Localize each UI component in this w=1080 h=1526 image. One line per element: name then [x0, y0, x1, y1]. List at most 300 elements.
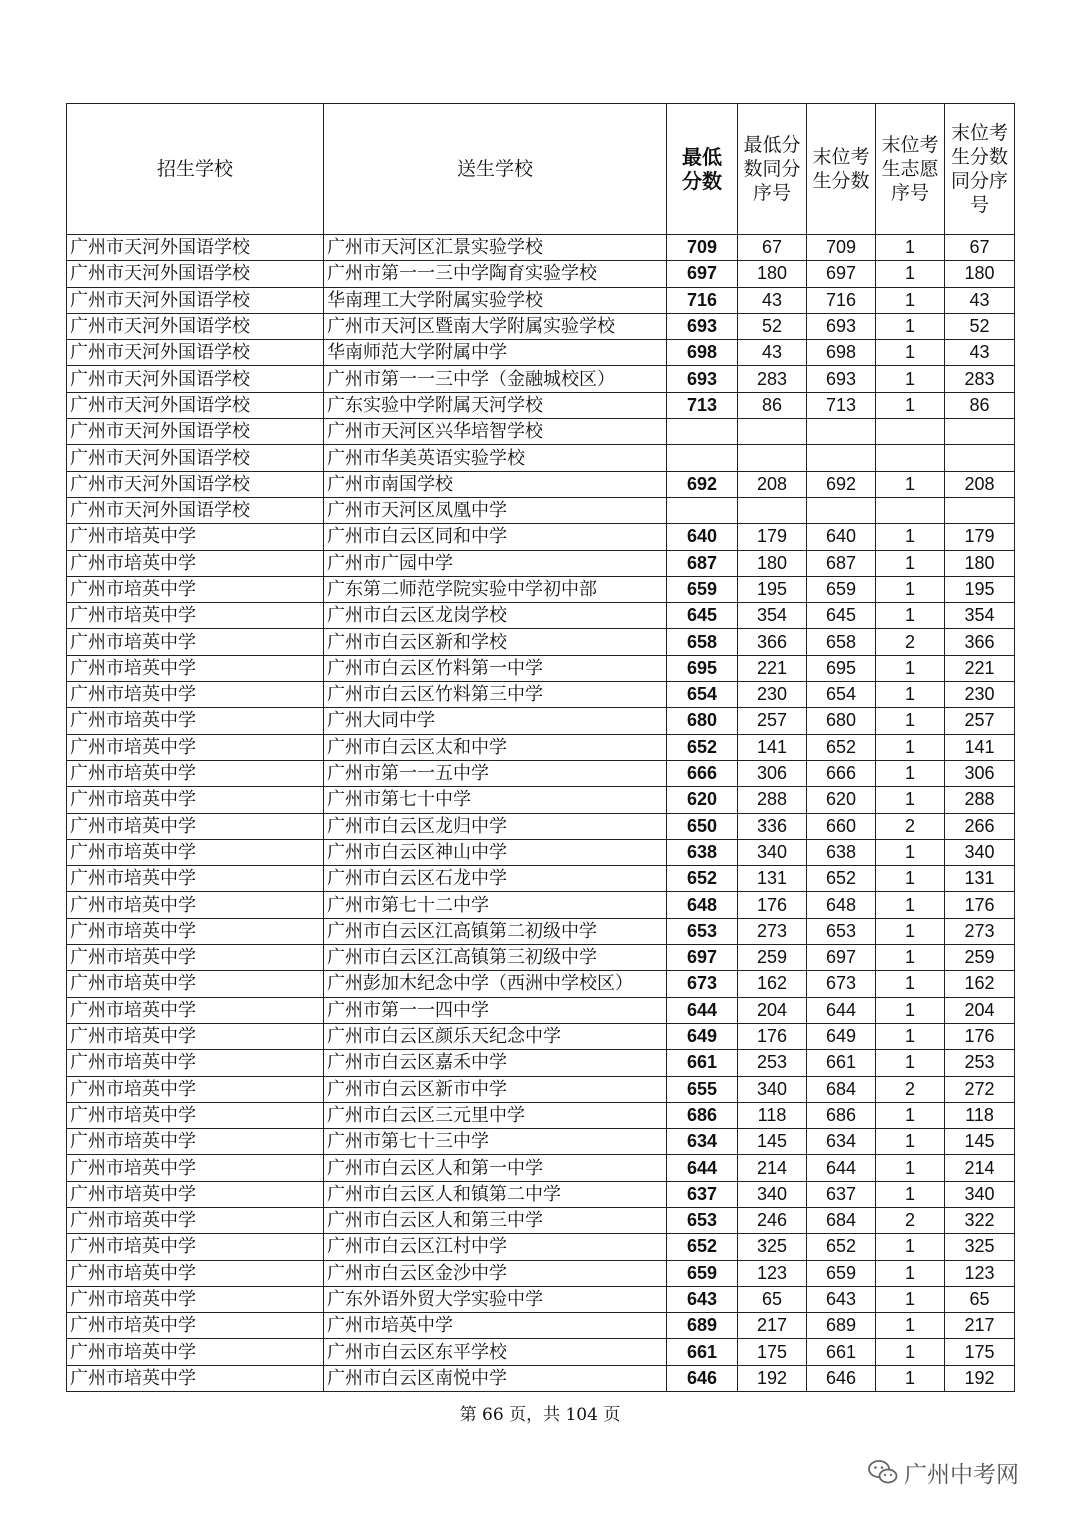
- admitting-school-cell: 广州市培英中学: [67, 1050, 324, 1076]
- last-choice-rank-cell: 1: [876, 1234, 945, 1260]
- table-row: [67, 287, 1015, 313]
- last-score-cell: 680: [807, 708, 876, 734]
- last-choice-rank-cell: 1: [876, 340, 945, 366]
- last-tie-rank-cell: 180: [945, 261, 1015, 287]
- sending-school-cell: 华南师范大学附属中学: [324, 340, 667, 366]
- min-score-cell: 680: [667, 708, 738, 734]
- sending-school-cell: 广州市白云区竹料第一中学: [324, 655, 667, 681]
- last-tie-rank-cell: 340: [945, 839, 1015, 865]
- min-score-tie-rank-cell: 180: [738, 550, 807, 576]
- admitting-school-cell: 广州市培英中学: [67, 682, 324, 708]
- sending-school-cell: 广州市白云区竹料第三中学: [324, 682, 667, 708]
- last-choice-rank-cell: [876, 419, 945, 445]
- table-row: [67, 497, 1015, 523]
- last-score-cell: 697: [807, 261, 876, 287]
- admitting-school-cell: 广州市培英中学: [67, 839, 324, 865]
- min-score-cell: 652: [667, 734, 738, 760]
- table-row: [67, 1313, 1015, 1339]
- last-tie-rank-cell: 204: [945, 997, 1015, 1023]
- last-score-cell: 673: [807, 971, 876, 997]
- last-score-cell: 684: [807, 1207, 876, 1233]
- admitting-school-cell: 广州市培英中学: [67, 1286, 324, 1312]
- min-score-cell: 697: [667, 261, 738, 287]
- last-tie-rank-cell: [945, 445, 1015, 471]
- last-score-cell: 666: [807, 760, 876, 786]
- header-last-tie-rank: 末位考生分数同分序号: [945, 104, 1015, 235]
- min-score-cell: 659: [667, 576, 738, 602]
- sending-school-cell: 广州市白云区人和第一中学: [324, 1155, 667, 1181]
- min-score-tie-rank-cell: 273: [738, 918, 807, 944]
- min-score-tie-rank-cell: 192: [738, 1365, 807, 1391]
- sending-school-cell: 广州市白云区新和学校: [324, 629, 667, 655]
- min-score-tie-rank-cell: 259: [738, 945, 807, 971]
- min-score-tie-rank-cell: [738, 445, 807, 471]
- last-score-cell: 643: [807, 1286, 876, 1312]
- last-choice-rank-cell: 1: [876, 576, 945, 602]
- table-row: [67, 1050, 1015, 1076]
- admitting-school-cell: 广州市培英中学: [67, 760, 324, 786]
- admitting-school-cell: 广州市培英中学: [67, 1365, 324, 1391]
- last-choice-rank-cell: 1: [876, 1050, 945, 1076]
- last-score-cell: 689: [807, 1313, 876, 1339]
- last-choice-rank-cell: 2: [876, 629, 945, 655]
- last-tie-rank-cell: [945, 497, 1015, 523]
- sending-school-cell: 广州市白云区江高镇第三初级中学: [324, 945, 667, 971]
- last-choice-rank-cell: 1: [876, 682, 945, 708]
- last-score-cell: 661: [807, 1339, 876, 1365]
- min-score-cell: 640: [667, 524, 738, 550]
- last-score-cell: 687: [807, 550, 876, 576]
- table-row: [67, 787, 1015, 813]
- min-score-cell: 620: [667, 787, 738, 813]
- min-score-tie-rank-cell: 340: [738, 1181, 807, 1207]
- last-tie-rank-cell: 325: [945, 1234, 1015, 1260]
- admitting-school-cell: 广州市培英中学: [67, 1155, 324, 1181]
- sending-school-cell: 广东第二师范学院实验中学初中部: [324, 576, 667, 602]
- sending-school-cell: 广州市白云区人和镇第二中学: [324, 1181, 667, 1207]
- table-row: [67, 392, 1015, 418]
- min-score-tie-rank-cell: 176: [738, 892, 807, 918]
- last-tie-rank-cell: 65: [945, 1286, 1015, 1312]
- admitting-school-cell: 广州市培英中学: [67, 813, 324, 839]
- table-row: [67, 1207, 1015, 1233]
- min-score-cell: 637: [667, 1181, 738, 1207]
- min-score-cell: 695: [667, 655, 738, 681]
- sending-school-cell: 广州市白云区金沙中学: [324, 1260, 667, 1286]
- admitting-school-cell: 广州市培英中学: [67, 1129, 324, 1155]
- last-score-cell: 659: [807, 1260, 876, 1286]
- min-score-tie-rank-cell: 288: [738, 787, 807, 813]
- table-row: [67, 1260, 1015, 1286]
- table-row: [67, 629, 1015, 655]
- min-score-cell: 693: [667, 313, 738, 339]
- last-score-cell: 692: [807, 471, 876, 497]
- last-choice-rank-cell: 1: [876, 1181, 945, 1207]
- min-score-cell: 643: [667, 1286, 738, 1312]
- table-row: [67, 1023, 1015, 1049]
- min-score-cell: 716: [667, 287, 738, 313]
- last-score-cell: 644: [807, 997, 876, 1023]
- admitting-school-cell: 广州市培英中学: [67, 892, 324, 918]
- last-tie-rank-cell: 141: [945, 734, 1015, 760]
- min-score-cell: 673: [667, 971, 738, 997]
- last-tie-rank-cell: 52: [945, 313, 1015, 339]
- last-score-cell: 697: [807, 945, 876, 971]
- admitting-school-cell: 广州市培英中学: [67, 708, 324, 734]
- last-tie-rank-cell: 192: [945, 1365, 1015, 1391]
- sending-school-cell: 广州彭加木纪念中学（西洲中学校区）: [324, 971, 667, 997]
- min-score-tie-rank-cell: 325: [738, 1234, 807, 1260]
- min-score-cell: [667, 497, 738, 523]
- last-tie-rank-cell: 195: [945, 576, 1015, 602]
- admitting-school-cell: 广州市培英中学: [67, 655, 324, 681]
- table-row: [67, 813, 1015, 839]
- admitting-school-cell: 广州市培英中学: [67, 1102, 324, 1128]
- sending-school-cell: 广州市华美英语实验学校: [324, 445, 667, 471]
- min-score-tie-rank-cell: [738, 419, 807, 445]
- last-choice-rank-cell: 1: [876, 1286, 945, 1312]
- sending-school-cell: 广州市第七十三中学: [324, 1129, 667, 1155]
- sending-school-cell: 广州市白云区太和中学: [324, 734, 667, 760]
- last-tie-rank-cell: 67: [945, 235, 1015, 261]
- last-score-cell: 652: [807, 866, 876, 892]
- sending-school-cell: 华南理工大学附属实验学校: [324, 287, 667, 313]
- min-score-cell: 659: [667, 1260, 738, 1286]
- last-score-cell: 634: [807, 1129, 876, 1155]
- min-score-tie-rank-cell: [738, 497, 807, 523]
- min-score-tie-rank-cell: 230: [738, 682, 807, 708]
- min-score-cell: 653: [667, 918, 738, 944]
- table-row: [67, 1102, 1015, 1128]
- admitting-school-cell: 广州市天河外国语学校: [67, 471, 324, 497]
- min-score-tie-rank-cell: 208: [738, 471, 807, 497]
- table-row: [67, 682, 1015, 708]
- sending-school-cell: 广州市白云区龙岗学校: [324, 603, 667, 629]
- last-score-cell: 709: [807, 235, 876, 261]
- last-score-cell: 649: [807, 1023, 876, 1049]
- admitting-school-cell: 广州市培英中学: [67, 734, 324, 760]
- last-choice-rank-cell: 1: [876, 524, 945, 550]
- admitting-school-cell: 广州市培英中学: [67, 997, 324, 1023]
- last-choice-rank-cell: 1: [876, 945, 945, 971]
- admitting-school-cell: 广州市培英中学: [67, 524, 324, 550]
- last-tie-rank-cell: 214: [945, 1155, 1015, 1181]
- min-score-tie-rank-cell: 86: [738, 392, 807, 418]
- last-tie-rank-cell: 86: [945, 392, 1015, 418]
- min-score-cell: 638: [667, 839, 738, 865]
- sending-school-cell: 广州市白云区南悦中学: [324, 1365, 667, 1391]
- min-score-tie-rank-cell: 145: [738, 1129, 807, 1155]
- min-score-tie-rank-cell: 217: [738, 1313, 807, 1339]
- sending-school-cell: 广州市第一一四中学: [324, 997, 667, 1023]
- table-row: [67, 734, 1015, 760]
- last-choice-rank-cell: 1: [876, 971, 945, 997]
- watermark: [868, 1455, 1019, 1489]
- table-row: [67, 1365, 1015, 1391]
- last-tie-rank-cell: 221: [945, 655, 1015, 681]
- min-score-cell: 693: [667, 366, 738, 392]
- last-score-cell: 693: [807, 313, 876, 339]
- sending-school-cell: 广东实验中学附属天河学校: [324, 392, 667, 418]
- last-tie-rank-cell: 179: [945, 524, 1015, 550]
- min-score-tie-rank-cell: 340: [738, 1076, 807, 1102]
- min-score-tie-rank-cell: 306: [738, 760, 807, 786]
- last-tie-rank-cell: 257: [945, 708, 1015, 734]
- last-tie-rank-cell: 259: [945, 945, 1015, 971]
- admitting-school-cell: 广州市培英中学: [67, 945, 324, 971]
- wechat-icon: [868, 1459, 898, 1485]
- table-row: [67, 655, 1015, 681]
- min-score-tie-rank-cell: 180: [738, 261, 807, 287]
- admitting-school-cell: 广州市培英中学: [67, 1181, 324, 1207]
- sending-school-cell: 广州大同中学: [324, 708, 667, 734]
- last-score-cell: 653: [807, 918, 876, 944]
- min-score-cell: 666: [667, 760, 738, 786]
- last-score-cell: 684: [807, 1076, 876, 1102]
- last-tie-rank-cell: 162: [945, 971, 1015, 997]
- min-score-cell: 698: [667, 340, 738, 366]
- last-tie-rank-cell: 118: [945, 1102, 1015, 1128]
- min-score-tie-rank-cell: 123: [738, 1260, 807, 1286]
- last-choice-rank-cell: 2: [876, 1207, 945, 1233]
- admitting-school-cell: 广州市培英中学: [67, 576, 324, 602]
- min-score-tie-rank-cell: 175: [738, 1339, 807, 1365]
- sending-school-cell: 广州市第七十二中学: [324, 892, 667, 918]
- admitting-school-cell: 广州市培英中学: [67, 629, 324, 655]
- last-choice-rank-cell: 1: [876, 787, 945, 813]
- last-choice-rank-cell: [876, 497, 945, 523]
- last-tie-rank-cell: 340: [945, 1181, 1015, 1207]
- last-choice-rank-cell: 1: [876, 839, 945, 865]
- last-choice-rank-cell: 1: [876, 287, 945, 313]
- last-score-cell: 646: [807, 1365, 876, 1391]
- last-choice-rank-cell: 1: [876, 1155, 945, 1181]
- admitting-school-cell: 广州市天河外国语学校: [67, 261, 324, 287]
- last-score-cell: [807, 445, 876, 471]
- min-score-cell: 658: [667, 629, 738, 655]
- last-choice-rank-cell: 1: [876, 1260, 945, 1286]
- min-score-cell: [667, 445, 738, 471]
- last-score-cell: 644: [807, 1155, 876, 1181]
- min-score-tie-rank-cell: 204: [738, 997, 807, 1023]
- last-choice-rank-cell: 1: [876, 997, 945, 1023]
- last-choice-rank-cell: 1: [876, 603, 945, 629]
- admitting-school-cell: 广州市天河外国语学校: [67, 366, 324, 392]
- min-score-tie-rank-cell: 336: [738, 813, 807, 839]
- table-row: [67, 603, 1015, 629]
- admitting-school-cell: 广州市培英中学: [67, 603, 324, 629]
- last-tie-rank-cell: 217: [945, 1313, 1015, 1339]
- table-row: [67, 1339, 1015, 1365]
- last-score-cell: 713: [807, 392, 876, 418]
- table-row: [67, 235, 1015, 261]
- table-row: [67, 971, 1015, 997]
- header-min-score: 最低分数: [667, 104, 738, 235]
- min-score-tie-rank-cell: 162: [738, 971, 807, 997]
- min-score-tie-rank-cell: 65: [738, 1286, 807, 1312]
- last-tie-rank-cell: 266: [945, 813, 1015, 839]
- min-score-tie-rank-cell: 214: [738, 1155, 807, 1181]
- last-score-cell: 638: [807, 839, 876, 865]
- table-row: [67, 524, 1015, 550]
- table-row: [67, 576, 1015, 602]
- last-tie-rank-cell: 283: [945, 366, 1015, 392]
- min-score-cell: 644: [667, 1155, 738, 1181]
- min-score-tie-rank-cell: 253: [738, 1050, 807, 1076]
- last-choice-rank-cell: 1: [876, 235, 945, 261]
- last-choice-rank-cell: 1: [876, 392, 945, 418]
- sending-school-cell: 广州市白云区江高镇第二初级中学: [324, 918, 667, 944]
- watermark-text: 广州中考网: [904, 1461, 1019, 1488]
- last-tie-rank-cell: 288: [945, 787, 1015, 813]
- min-score-tie-rank-cell: 67: [738, 235, 807, 261]
- admitting-school-cell: 广州市天河外国语学校: [67, 497, 324, 523]
- last-choice-rank-cell: 1: [876, 892, 945, 918]
- last-tie-rank-cell: 131: [945, 866, 1015, 892]
- table-row: [67, 866, 1015, 892]
- min-score-cell: 634: [667, 1129, 738, 1155]
- last-score-cell: 686: [807, 1102, 876, 1128]
- last-score-cell: 659: [807, 576, 876, 602]
- last-score-cell: 637: [807, 1181, 876, 1207]
- table-row: [67, 471, 1015, 497]
- last-tie-rank-cell: 273: [945, 918, 1015, 944]
- table-row: [67, 340, 1015, 366]
- last-tie-rank-cell: 366: [945, 629, 1015, 655]
- min-score-tie-rank-cell: 221: [738, 655, 807, 681]
- last-choice-rank-cell: 1: [876, 918, 945, 944]
- table-row: [67, 550, 1015, 576]
- sending-school-cell: 广州市天河区凤凰中学: [324, 497, 667, 523]
- admitting-school-cell: 广州市培英中学: [67, 1339, 324, 1365]
- last-choice-rank-cell: 1: [876, 1313, 945, 1339]
- table-row: [67, 445, 1015, 471]
- min-score-cell: 653: [667, 1207, 738, 1233]
- min-score-cell: 687: [667, 550, 738, 576]
- sending-school-cell: 广州市白云区石龙中学: [324, 866, 667, 892]
- min-score-cell: 713: [667, 392, 738, 418]
- min-score-cell: 650: [667, 813, 738, 839]
- last-score-cell: 660: [807, 813, 876, 839]
- min-score-tie-rank-cell: 179: [738, 524, 807, 550]
- header-admitting-school: 招生学校: [67, 104, 324, 235]
- sending-school-cell: 广州市天河区暨南大学附属实验学校: [324, 313, 667, 339]
- last-score-cell: 652: [807, 1234, 876, 1260]
- header-last-choice-rank: 末位考生志愿序号: [876, 104, 945, 235]
- sending-school-cell: 广州市天河区汇景实验学校: [324, 235, 667, 261]
- sending-school-cell: 广州市白云区龙归中学: [324, 813, 667, 839]
- min-score-cell: 661: [667, 1339, 738, 1365]
- min-score-tie-rank-cell: 246: [738, 1207, 807, 1233]
- last-choice-rank-cell: 1: [876, 1023, 945, 1049]
- last-choice-rank-cell: 1: [876, 734, 945, 760]
- sending-school-cell: 广州市白云区江村中学: [324, 1234, 667, 1260]
- table-row: [67, 313, 1015, 339]
- min-score-tie-rank-cell: 118: [738, 1102, 807, 1128]
- min-score-cell: 649: [667, 1023, 738, 1049]
- admitting-school-cell: 广州市培英中学: [67, 1234, 324, 1260]
- last-tie-rank-cell: 175: [945, 1339, 1015, 1365]
- admitting-school-cell: 广州市天河外国语学校: [67, 235, 324, 261]
- min-score-tie-rank-cell: 195: [738, 576, 807, 602]
- min-score-cell: 689: [667, 1313, 738, 1339]
- min-score-tie-rank-cell: 43: [738, 340, 807, 366]
- min-score-cell: 709: [667, 235, 738, 261]
- last-score-cell: 640: [807, 524, 876, 550]
- last-choice-rank-cell: [876, 445, 945, 471]
- table-row: [67, 1155, 1015, 1181]
- table-row: [67, 1234, 1015, 1260]
- sending-school-cell: 广州市南国学校: [324, 471, 667, 497]
- sending-school-cell: 广州市白云区神山中学: [324, 839, 667, 865]
- last-tie-rank-cell: 43: [945, 287, 1015, 313]
- min-score-tie-rank-cell: 340: [738, 839, 807, 865]
- admitting-school-cell: 广州市天河外国语学校: [67, 445, 324, 471]
- last-choice-rank-cell: 1: [876, 313, 945, 339]
- min-score-cell: [667, 419, 738, 445]
- admitting-school-cell: 广州市天河外国语学校: [67, 313, 324, 339]
- table-row: [67, 419, 1015, 445]
- table-row: [67, 945, 1015, 971]
- table-row: [67, 1181, 1015, 1207]
- header-min-score-tie-rank: 最低分数同分序号: [738, 104, 807, 235]
- min-score-tie-rank-cell: 43: [738, 287, 807, 313]
- admitting-school-cell: 广州市天河外国语学校: [67, 340, 324, 366]
- last-score-cell: [807, 419, 876, 445]
- min-score-cell: 655: [667, 1076, 738, 1102]
- last-tie-rank-cell: 306: [945, 760, 1015, 786]
- sending-school-cell: 广州市第七十中学: [324, 787, 667, 813]
- table-body: [67, 235, 1015, 1392]
- last-choice-rank-cell: 1: [876, 655, 945, 681]
- sending-school-cell: 广州市白云区三元里中学: [324, 1102, 667, 1128]
- min-score-tie-rank-cell: 354: [738, 603, 807, 629]
- sending-school-cell: 广州市白云区同和中学: [324, 524, 667, 550]
- sending-school-cell: 广东外语外贸大学实验中学: [324, 1286, 667, 1312]
- admitting-school-cell: 广州市培英中学: [67, 1207, 324, 1233]
- sending-school-cell: 广州市第一一三中学陶育实验学校: [324, 261, 667, 287]
- last-choice-rank-cell: 1: [876, 261, 945, 287]
- table-row: [67, 366, 1015, 392]
- min-score-tie-rank-cell: 283: [738, 366, 807, 392]
- last-choice-rank-cell: 1: [876, 1339, 945, 1365]
- min-score-cell: 652: [667, 1234, 738, 1260]
- admitting-school-cell: 广州市培英中学: [67, 918, 324, 944]
- admitting-school-cell: 广州市培英中学: [67, 1076, 324, 1102]
- last-tie-rank-cell: 272: [945, 1076, 1015, 1102]
- last-tie-rank-cell: 123: [945, 1260, 1015, 1286]
- last-tie-rank-cell: 253: [945, 1050, 1015, 1076]
- sending-school-cell: 广州市天河区兴华培智学校: [324, 419, 667, 445]
- min-score-cell: 644: [667, 997, 738, 1023]
- table-row: [67, 839, 1015, 865]
- last-choice-rank-cell: 1: [876, 1129, 945, 1155]
- min-score-tie-rank-cell: 52: [738, 313, 807, 339]
- admitting-school-cell: 广州市培英中学: [67, 1023, 324, 1049]
- last-tie-rank-cell: 145: [945, 1129, 1015, 1155]
- min-score-cell: 692: [667, 471, 738, 497]
- min-score-tie-rank-cell: 141: [738, 734, 807, 760]
- admitting-school-cell: 广州市培英中学: [67, 1260, 324, 1286]
- sending-school-cell: 广州市第一一五中学: [324, 760, 667, 786]
- last-score-cell: 658: [807, 629, 876, 655]
- last-choice-rank-cell: 2: [876, 1076, 945, 1102]
- admission-score-table: [66, 103, 1015, 1392]
- table-row: [67, 997, 1015, 1023]
- admitting-school-cell: 广州市天河外国语学校: [67, 392, 324, 418]
- min-score-cell: 686: [667, 1102, 738, 1128]
- table-row: [67, 1129, 1015, 1155]
